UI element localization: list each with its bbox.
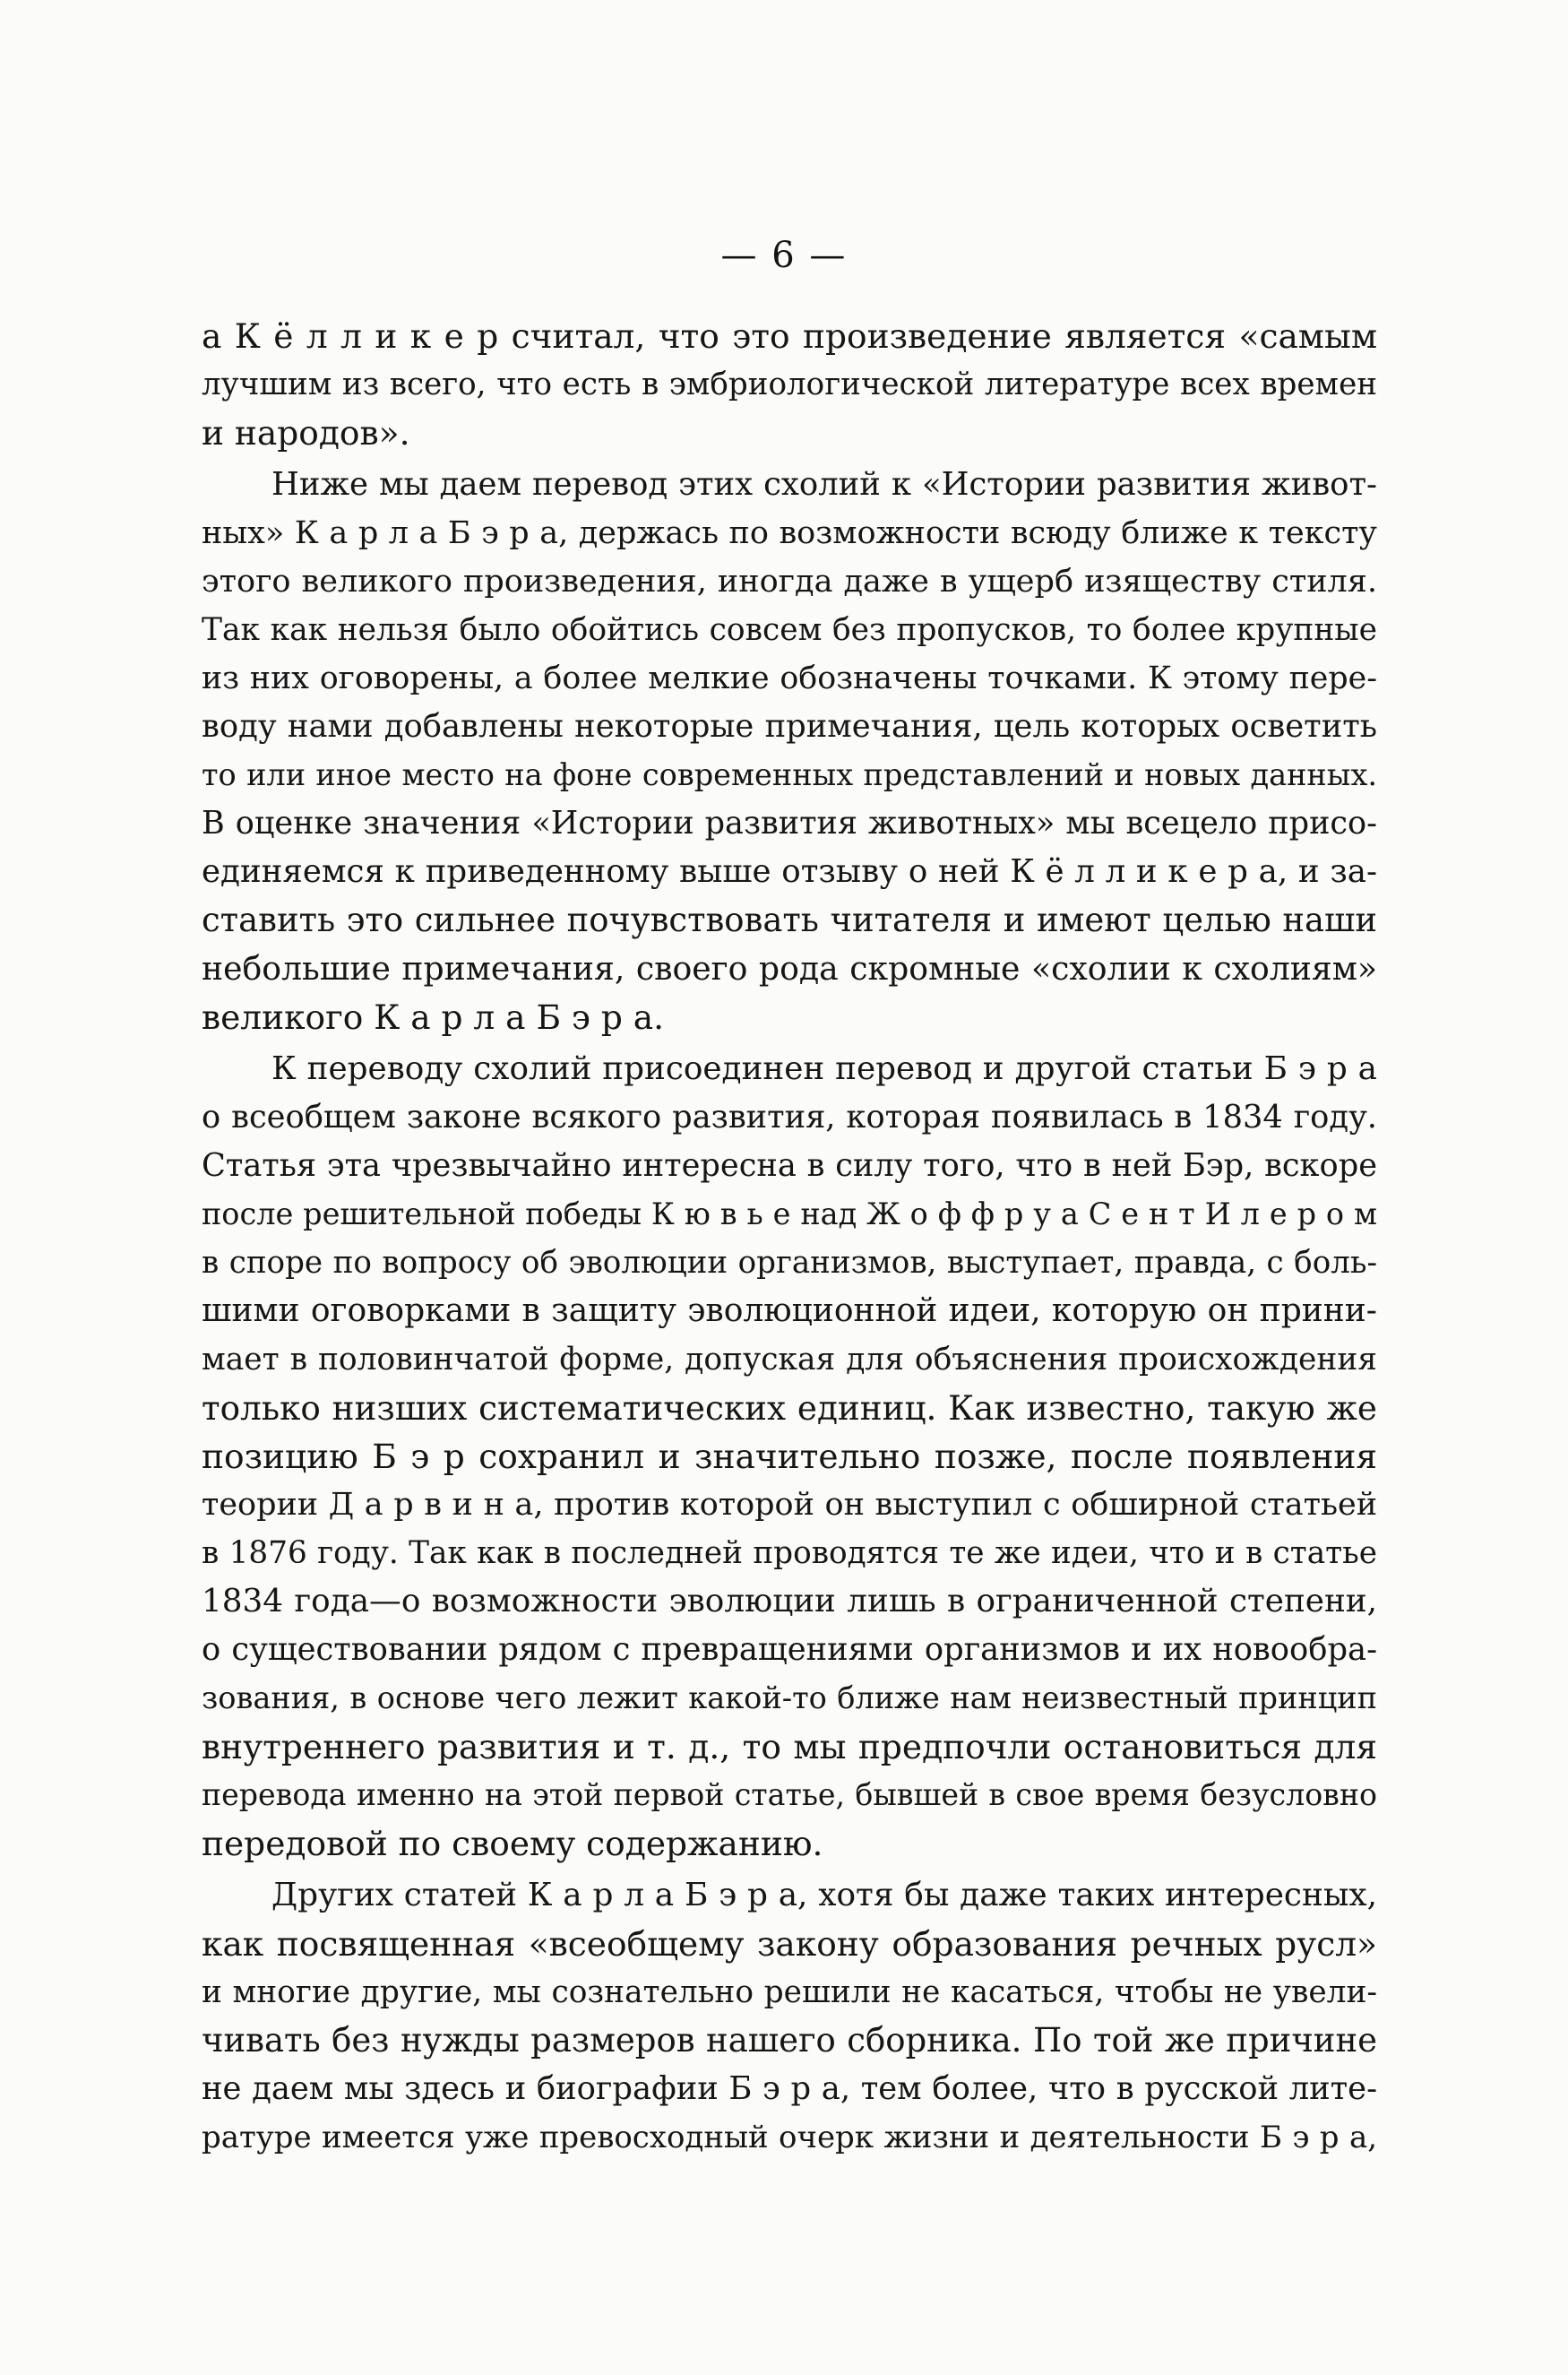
text-line: 1834 года—о возможности эволюции лишь в ограниченной степени, — [202, 1583, 1377, 1619]
text-line: а К ё л л и к е р считал, что это произведение является «самым — [202, 316, 1377, 356]
paragraph-2 — [202, 461, 1377, 1041]
text-line: зования, в основе чего лежит какой-то ближе нам неизвестный принцип — [202, 1680, 1377, 1715]
text-line: внутреннего развития и т. д., то мы предпочли остановиться для — [202, 1727, 1377, 1766]
text-line: позицию Б э р сохранил и значительно позже, после появления — [202, 1437, 1377, 1476]
page-number: — 6 — — [720, 235, 848, 276]
text-line: из них оговорены, а более мелкие обозначены точками. К этому пере- — [202, 661, 1377, 696]
text-line: и народов». — [202, 413, 410, 453]
paragraph-3 — [202, 1045, 1377, 1868]
paragraph-1 — [202, 312, 1377, 457]
body-text — [202, 312, 1377, 2162]
text-line: о всеобщем законе всякого развития, которая появилась в 1834 году. — [202, 1099, 1377, 1136]
text-line: мает в половинчатой форме, допуская для объяснения происхождения — [202, 1342, 1377, 1378]
text-line: чивать без нужды размеров нашего сборника. По той же причине — [202, 2021, 1377, 2060]
text-line: то или иное место на фоне современных представлений и новых данных. — [202, 757, 1377, 792]
text-line: в 1876 году. Так как в последней проводятся те же идеи, что и в статье — [202, 1535, 1377, 1571]
text-line: воду нами добавлены некоторые примечания, цель которых осветить — [202, 708, 1377, 745]
text-line: ратуре имеется уже превосходный очерк жизни и деятельности Б э р а, — [202, 2120, 1377, 2155]
text-line: о существовании рядом с превращениями организмов и их новообра- — [202, 1631, 1377, 1668]
text-line: передовой по своему содержанию. — [202, 1824, 823, 1863]
text-line: шими оговорками в защиту эволюционной идеи, которую он прини- — [202, 1292, 1377, 1329]
text-line: Других статей К а р л а Б э р а, хотя бы даже таких интересных, — [271, 1877, 1377, 1913]
text-line: только низших систематических единиц. Как известно, такую же — [202, 1388, 1377, 1428]
text-line: ставить это сильнее почувствовать читателя и имеют целью наши — [202, 901, 1377, 939]
text-line: этого великого произведения, иногда даже в ущерб изяществу стиля. — [202, 563, 1377, 600]
text-line: К переводу схолий присоединен перевод и другой статьи Б э р а — [271, 1050, 1377, 1087]
text-line: как посвященная «всеобщему закону образования речных русл» — [202, 1924, 1377, 1964]
text-line: теории Д а р в и н а, против которой он выступил с обширной статьей — [202, 1487, 1377, 1523]
text-line: великого К а р л а Б э р а. — [202, 998, 665, 1037]
text-line: Так как нельзя было обойтись совсем без пропусков, то более крупные — [202, 612, 1377, 648]
text-line: и многие другие, мы сознательно решили не касаться, чтобы не увели- — [202, 1974, 1377, 2010]
text-line: небольшие примечания, своего рода скромные «схолии к схолиям» — [202, 949, 1377, 988]
text-line: Статья эта чрезвычайно интересна в силу того, что в ней Бэр, вскоре — [202, 1147, 1377, 1184]
text-line: Ниже мы даем перевод этих схолий к «Истории развития живот- — [271, 466, 1377, 503]
text-line: перевода именно на этой первой статье, бывшей в свое время безусловно — [202, 1777, 1377, 1812]
text-line: после решительной победы К ю в ь е над Ж о ф ф р у а С е н т И л е р о м — [202, 1196, 1377, 1231]
paragraph-4 — [202, 1871, 1377, 2162]
text-line: ных» К а р л а Б э р а, держась по возможности всюду ближе к тексту — [202, 515, 1377, 551]
text-line: не даем мы здесь и биографии Б э р а, тем более, что в русской лите- — [202, 2070, 1377, 2107]
text-line: единяемся к приведенному выше отзыву о ней К ё л л и к е р а, и за- — [202, 853, 1377, 890]
text-line: в споре по вопросу об эволюции организмов, выступает, правда, с боль- — [202, 1245, 1377, 1281]
text-line: В оценке значения «Истории развития животных» мы всецело присо- — [202, 805, 1377, 842]
text-line: лучшим из всего, что есть в эмбриологической литературе всех времен — [202, 367, 1377, 402]
